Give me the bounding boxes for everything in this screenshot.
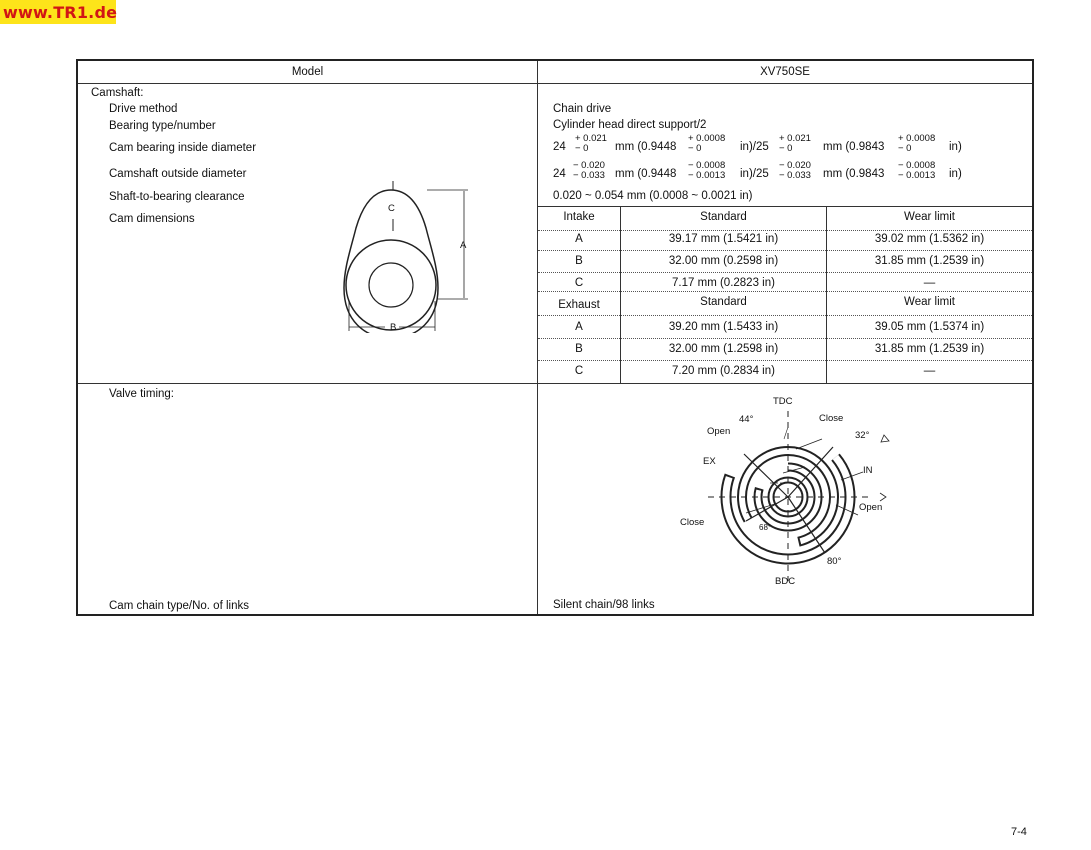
tol-up: + 0.0008 — [688, 133, 726, 144]
tol-up: + 0.021 — [575, 133, 607, 144]
table-cell: 31.85 mm (1.2539 in) — [874, 343, 985, 355]
table-cell: — — [923, 277, 936, 289]
table-cell: 32.00 mm (1.2598 in) — [668, 343, 779, 355]
shaft-od-nominal: 24 — [553, 168, 566, 180]
table-cell: 7.17 mm (0.2823 in) — [672, 277, 775, 289]
table-cell: A — [575, 321, 583, 333]
tol-down: − 0.0013 — [688, 170, 726, 181]
model-header: Model — [291, 66, 324, 78]
cam-chain-label: Cam chain type/No. of links — [109, 600, 249, 612]
bearing-id-text-3: mm (0.9843 — [823, 141, 885, 153]
bearing-type-value: Cylinder head direct support/2 — [553, 119, 707, 131]
in-close-label: Close — [819, 413, 844, 424]
drive-method-label: Drive method — [109, 103, 178, 115]
ex-close-label: Close — [680, 517, 705, 528]
page-number: 7-4 — [1011, 826, 1027, 838]
bearing-id-text-4: in) — [949, 141, 962, 153]
camshaft-od-label: Camshaft outside diameter — [109, 168, 247, 180]
in-open-label: Open — [859, 502, 883, 513]
table-cell: C — [574, 365, 584, 377]
tol-up: − 0.0008 — [688, 160, 726, 171]
intake-header: Intake — [563, 211, 595, 223]
tol-up: + 0.0008 — [898, 133, 936, 144]
ex-close-degree-label: 68° — [759, 523, 772, 532]
table-cell: 39.20 mm (1.5433 in) — [668, 321, 779, 333]
in-close-degree-label: 32° — [855, 430, 870, 441]
tol-down: − 0.033 — [573, 170, 605, 181]
tol-down: − 0 — [898, 143, 912, 154]
tol-down: − 0 — [688, 143, 702, 154]
shaft-od-tol-4 — [898, 161, 935, 181]
cam-table-top — [538, 206, 1032, 207]
table-cell: 7.20 mm (0.2834 in) — [672, 365, 775, 377]
valve-timing-label: Valve timing: — [109, 388, 174, 400]
wear-limit-header: Wear limit — [904, 211, 955, 223]
table-cell: B — [575, 255, 583, 267]
row-line — [538, 291, 1032, 292]
tdc-label: TDC — [773, 396, 793, 407]
cam-dimensions-label: Cam dimensions — [109, 213, 195, 225]
shaft-od-tol-2 — [688, 161, 725, 181]
table-cell: A — [575, 233, 583, 245]
row-line — [538, 338, 1032, 339]
row-line — [538, 230, 1032, 231]
shaft-od-text-4: in) — [949, 168, 962, 180]
ex-open-degree-label: 44° — [739, 414, 754, 425]
table-cell: 32.00 mm (0.2598 in) — [668, 255, 779, 267]
model-value-header: XV750SE — [760, 66, 810, 78]
watermark-banner — [0, 0, 116, 24]
shaft-od-text-2: in)/25 — [740, 168, 769, 180]
section-divider — [78, 383, 1032, 384]
bearing-id-tol-1 — [575, 134, 607, 154]
bearing-id-text-1: mm (0.9448 — [615, 141, 677, 153]
diagram-label-b: B — [390, 322, 397, 333]
table-cell: C — [574, 277, 584, 289]
bdc-label: BDC — [775, 576, 796, 587]
tol-down: − 0 — [575, 143, 589, 154]
bearing-id-text-2: in)/25 — [740, 141, 769, 153]
camshaft-title: Camshaft: — [91, 87, 144, 99]
ex-label: EX — [703, 456, 716, 467]
bearing-type-label: Bearing type/number — [109, 120, 216, 132]
shaft-od-text-3: mm (0.9843 — [823, 168, 885, 180]
ex-open-label: Open — [707, 426, 731, 437]
wear-limit-header: Wear limit — [904, 296, 955, 308]
bearing-id-nominal: 24 — [553, 141, 566, 153]
drive-method-value: Chain drive — [553, 103, 612, 115]
bearing-id-tol-2 — [688, 134, 725, 154]
shaft-od-text-1: mm (0.9448 — [615, 168, 677, 180]
table-cell: 39.17 mm (1.5421 in) — [668, 233, 779, 245]
watermark-text: www.TR1.de — [3, 3, 118, 22]
shaft-od-tol-3 — [779, 161, 811, 181]
table-cell: — — [923, 365, 936, 377]
table-cell: 39.02 mm (1.5362 in) — [874, 233, 985, 245]
tol-up: − 0.020 — [779, 160, 811, 171]
row-line — [538, 272, 1032, 273]
row-line — [538, 250, 1032, 251]
spec-table — [76, 59, 1034, 616]
bearing-id-tol-4 — [898, 134, 935, 154]
row-line — [538, 360, 1032, 361]
exhaust-header: Exhaust — [558, 299, 600, 311]
tol-down: − 0.033 — [779, 170, 811, 181]
table-cell: 31.85 mm (1.2539 in) — [874, 255, 985, 267]
clearance-value: 0.020 ~ 0.054 mm (0.0008 ~ 0.0021 in) — [553, 190, 753, 202]
tol-down: − 0 — [779, 143, 793, 154]
tol-up: − 0.0008 — [898, 160, 936, 171]
diagram-label-c: C — [388, 203, 395, 214]
in-label: IN — [863, 465, 873, 476]
in-open-degree-label: 80° — [827, 556, 842, 567]
cam-profile-diagram — [338, 181, 478, 333]
table-cell: 39.05 mm (1.5374 in) — [874, 321, 985, 333]
bearing-id-tol-3 — [779, 134, 811, 154]
tol-up: + 0.021 — [779, 133, 811, 144]
table-cell: B — [575, 343, 583, 355]
standard-header: Standard — [700, 211, 747, 223]
cam-bearing-id-label: Cam bearing inside diameter — [109, 142, 257, 154]
clearance-label: Shaft-to-bearing clearance — [109, 191, 245, 203]
row-line — [538, 315, 1032, 316]
cam-chain-value: Silent chain/98 links — [553, 599, 655, 611]
header-divider — [78, 83, 1032, 84]
standard-header: Standard — [700, 296, 747, 308]
diagram-label-a: A — [460, 240, 467, 251]
tol-up: − 0.020 — [573, 160, 605, 171]
shaft-od-tol-1 — [573, 161, 605, 181]
tol-down: − 0.0013 — [898, 170, 936, 181]
